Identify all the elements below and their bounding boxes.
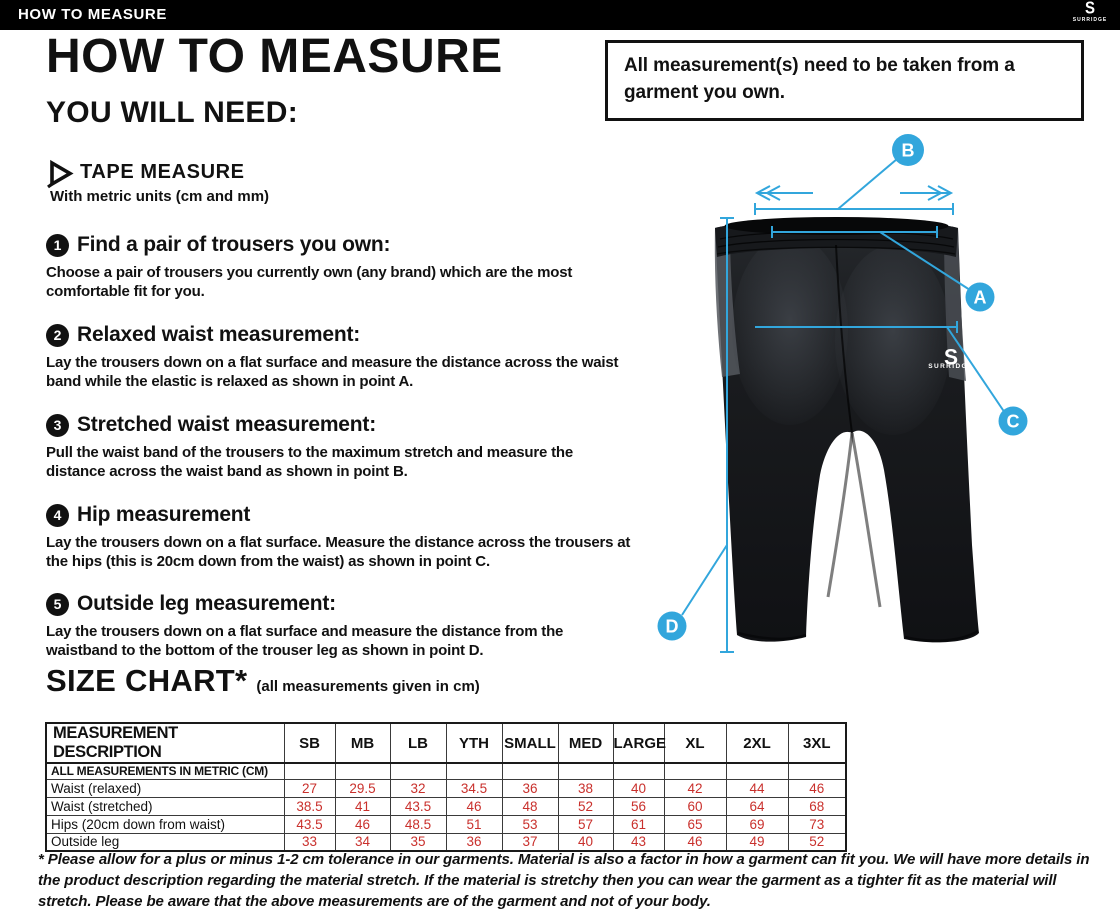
measurement-label-cell: Hips (20cm down from waist) — [46, 815, 284, 833]
tape-measure-detail: With metric units (cm and mm) — [50, 188, 270, 205]
measurement-value-cell: 35 — [390, 833, 446, 851]
step-2-title: Relaxed waist measurement: — [77, 323, 361, 346]
step-1-body: Choose a pair of trousers you currently own (any brand) which are the most comfortable fit for you. — [46, 264, 573, 300]
step-1-title: Find a pair of trousers you own: — [77, 233, 391, 256]
point-b-marker — [892, 134, 924, 166]
size-column-header: YTH — [446, 723, 502, 763]
measurement-value-cell: 46 — [664, 833, 726, 851]
measurement-label-cell: Waist (stretched) — [46, 797, 284, 815]
measurement-value-cell: 56 — [613, 797, 664, 815]
top-bar-title: HOW TO MEASURE — [18, 6, 167, 23]
measurement-value-cell: 43.5 — [390, 797, 446, 815]
size-chart-table — [45, 722, 847, 852]
metric-note-row — [46, 763, 846, 779]
measurement-value-cell: 29.5 — [335, 779, 390, 797]
size-column-header: SB — [284, 723, 335, 763]
step-2-body: Lay the trousers down on a flat surface and measure the distance across the waist band while the elastic is relaxed as shown in point A. — [46, 354, 619, 390]
empty-cell — [502, 763, 558, 779]
step-4-body: Lay the trousers down on a flat surface. Measure the distance across the trousers at the hips (this is 20cm down from the waist) as shown in point C. — [46, 534, 631, 570]
size-chart-subtitle: (all measurements given in cm) — [256, 678, 480, 695]
trousers-measurement-diagram — [650, 125, 1120, 665]
empty-cell — [390, 763, 446, 779]
measurement-value-cell: 41 — [335, 797, 390, 815]
measurement-value-cell: 48.5 — [390, 815, 446, 833]
metric-note-cell: ALL MEASUREMENTS IN METRIC (CM) — [46, 763, 284, 779]
step-3-body: Pull the waist band of the trousers to the maximum stretch and measure the distance across the waist band as shown in point B. — [46, 444, 573, 480]
tape-measure-label: TAPE MEASURE — [80, 161, 245, 183]
measurement-value-cell: 51 — [446, 815, 502, 833]
measurement-value-cell: 43 — [613, 833, 664, 851]
step-4-title: Hip measurement — [77, 503, 251, 526]
measurement-value-cell: 42 — [664, 779, 726, 797]
measurement-value-cell: 27 — [284, 779, 335, 797]
empty-cell — [446, 763, 502, 779]
surridge-wordmark: SURRIDGE — [1072, 17, 1108, 23]
size-column-header: MB — [335, 723, 390, 763]
step-3 — [46, 413, 638, 481]
step-5 — [46, 592, 638, 660]
measurement-value-cell: 34 — [335, 833, 390, 851]
step-3-title: Stretched waist measurement: — [77, 413, 377, 436]
point-a-marker — [966, 283, 995, 312]
size-column-header: 2XL — [726, 723, 788, 763]
measurement-value-cell: 57 — [558, 815, 613, 833]
measurement-value-cell: 73 — [788, 815, 846, 833]
step-3-head — [46, 413, 638, 437]
measurement-value-cell: 44 — [726, 779, 788, 797]
measurement-label-cell: Outside leg — [46, 833, 284, 851]
svg-text:SURRIDGE: SURRIDGE — [928, 363, 974, 370]
size-column-header: LARGE — [613, 723, 664, 763]
step-1 — [46, 233, 638, 301]
leader-d — [682, 545, 727, 615]
measurement-value-cell: 46 — [446, 797, 502, 815]
measurement-value-cell: 61 — [613, 815, 664, 833]
measurement-value-cell: 49 — [726, 833, 788, 851]
step-1-number-badge: 1 — [46, 234, 69, 257]
point-d-marker — [658, 612, 687, 641]
measurement-value-cell: 40 — [613, 779, 664, 797]
size-column-header: MED — [558, 723, 613, 763]
surridge-logo-icon — [1068, 1, 1112, 29]
description-column-header: MEASUREMENT DESCRIPTION — [46, 723, 284, 763]
size-chart-heading — [46, 663, 480, 699]
top-bar — [0, 0, 1120, 30]
trousers-image — [715, 217, 979, 642]
measurement-value-cell: 65 — [664, 815, 726, 833]
measurement-value-cell: 38.5 — [284, 797, 335, 815]
measurement-value-cell: 36 — [446, 833, 502, 851]
measurement-value-cell: 48 — [502, 797, 558, 815]
size-chart-data-row — [46, 797, 846, 815]
measurement-label-cell: Waist (relaxed) — [46, 779, 284, 797]
measurement-value-cell: 34.5 — [446, 779, 502, 797]
surridge-s-glyph: S — [1084, 0, 1095, 19]
step-5-title: Outside leg measurement: — [77, 592, 336, 615]
measurement-value-cell: 69 — [726, 815, 788, 833]
step-1-head — [46, 233, 638, 257]
notice-box — [605, 40, 1084, 121]
empty-cell — [788, 763, 846, 779]
measurement-value-cell: 52 — [558, 797, 613, 815]
svg-text:C: C — [1006, 411, 1020, 432]
empty-cell — [613, 763, 664, 779]
size-column-header: LB — [390, 723, 446, 763]
step-2 — [46, 323, 638, 391]
empty-cell — [726, 763, 788, 779]
measurement-value-cell: 68 — [788, 797, 846, 815]
svg-text:A: A — [973, 287, 987, 308]
point-c-marker — [999, 407, 1028, 436]
size-column-header: 3XL — [788, 723, 846, 763]
empty-cell — [664, 763, 726, 779]
measurement-value-cell: 40 — [558, 833, 613, 851]
size-chart-title: SIZE CHART* — [46, 663, 248, 698]
size-chart-data-row — [46, 779, 846, 797]
measurement-value-cell: 38 — [558, 779, 613, 797]
measurement-value-cell: 52 — [788, 833, 846, 851]
you-will-need-heading: YOU WILL NEED: — [46, 96, 298, 129]
notice-text: All measurement(s) need to be taken from a garment you own. — [624, 55, 1015, 103]
measurement-value-cell: 36 — [502, 779, 558, 797]
step-4-number-badge: 4 — [46, 504, 69, 527]
measurement-value-cell: 32 — [390, 779, 446, 797]
page-title: HOW TO MEASURE — [46, 30, 503, 83]
measurement-value-cell: 37 — [502, 833, 558, 851]
svg-text:S: S — [943, 344, 959, 370]
measurement-value-cell: 53 — [502, 815, 558, 833]
svg-text:D: D — [665, 616, 679, 637]
step-2-head — [46, 323, 638, 347]
size-column-header: XL — [664, 723, 726, 763]
measurement-value-cell: 33 — [284, 833, 335, 851]
size-column-header: SMALL — [502, 723, 558, 763]
leader-b — [838, 159, 897, 209]
measurement-value-cell: 64 — [726, 797, 788, 815]
step-3-number-badge: 3 — [46, 414, 69, 437]
size-chart — [45, 722, 847, 852]
size-chart-header-row — [46, 723, 846, 763]
measurement-value-cell: 46 — [335, 815, 390, 833]
step-5-head — [46, 592, 638, 616]
step-4 — [46, 503, 638, 571]
empty-cell — [284, 763, 335, 779]
size-chart-data-row — [46, 815, 846, 833]
measurement-value-cell: 43.5 — [284, 815, 335, 833]
step-5-body: Lay the trousers down on a flat surface and measure the distance from the waistband to the bottom of the trouser leg as shown in point D. — [46, 623, 564, 659]
step-4-head — [46, 503, 638, 527]
empty-cell — [558, 763, 613, 779]
measurement-value-cell: 46 — [788, 779, 846, 797]
empty-cell — [335, 763, 390, 779]
svg-text:B: B — [901, 140, 915, 161]
measurement-value-cell: 60 — [664, 797, 726, 815]
tape-measure-icon — [46, 159, 74, 189]
step-5-number-badge: 5 — [46, 593, 69, 616]
tolerance-footnote: * Please allow for a plus or minus 1-2 cm tolerance in our garments. Material is also a factor in how a garment can fit you. We will have more details in the product description regarding the material stretch. If the material is stretchy then you can wear the garment as a tighter fit as the material will stretch. Please be aware that the above measurements are of the garment and not of your body. — [38, 851, 1090, 910]
step-2-number-badge: 2 — [46, 324, 69, 347]
